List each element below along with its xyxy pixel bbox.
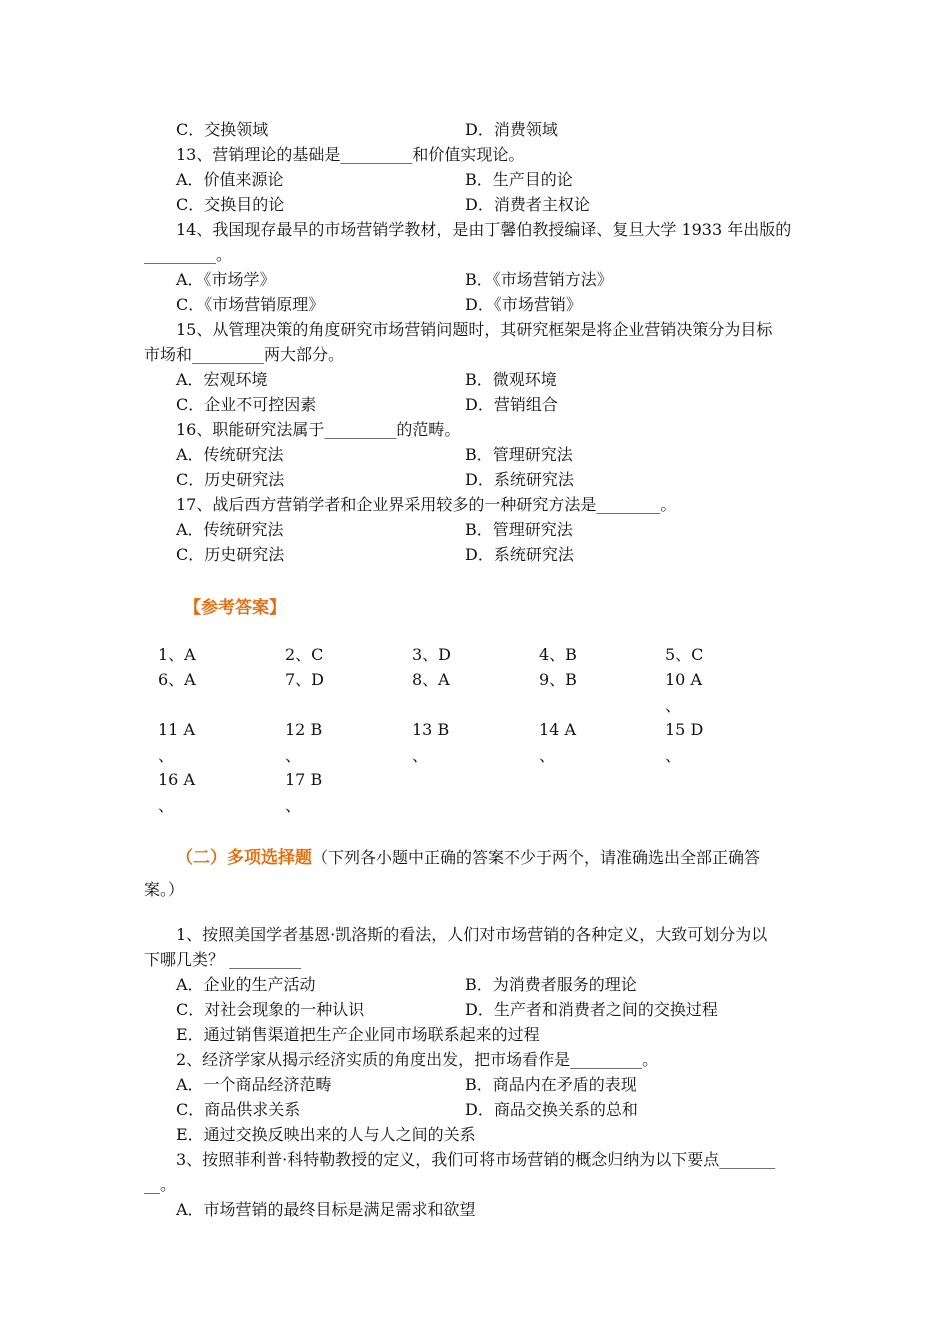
q15-option-c: C．企业不可控因素 [176,395,317,414]
q15-option-b: B．微观环境 [465,370,557,389]
answer-12-separator: 、 [285,746,302,765]
q17-option-d: D．系统研究法 [465,545,574,564]
q13-option-a: A．价值来源论 [176,170,284,189]
q15-option-a: A．宏观环境 [176,370,268,389]
q14-stem-line2: _________。 [144,245,233,264]
q16-option-b: B．管理研究法 [465,445,573,464]
answer-10-separator: 、 [665,696,682,715]
answer-5: 5、C [665,645,704,664]
m1-option-d: D．生产者和消费者之间的交换过程 [465,1000,718,1019]
section2-note-line2: 案。） [144,880,185,899]
answer-8: 8、A [412,670,450,689]
q13-option-d: D．消费者主权论 [465,195,590,214]
answer-16: 16 A [158,770,195,789]
m2-option-d: D．商品交换关系的总和 [465,1100,638,1119]
answer-16-separator: 、 [158,796,175,815]
answer-2: 2、C [285,645,324,664]
q14-option-b: B．《市场营销方法》 [465,270,613,289]
q15-stem-line2: 市场和_________两大部分。 [144,345,345,364]
m2-option-b: B．商品内在矛盾的表现 [465,1075,637,1094]
section2-note-line1: （下列各小题中正确的答案不少于两个，请准确选出全部正确答 [312,848,761,867]
q13-option-b: B．生产目的论 [465,170,573,189]
q15-option-d: D．营销组合 [465,395,558,414]
q17-option-b: B．管理研究法 [465,520,573,539]
q17-option-c: C．历史研究法 [176,545,285,564]
q14-option-c: C．《市场营销原理》 [176,295,325,314]
m1-option-c: C．对社会现象的一种认识 [176,1000,365,1019]
section2-heading [176,848,760,868]
answer-14: 14 A [539,720,576,739]
q16-option-d: D．系统研究法 [465,470,574,489]
m3-stem-line1: 3、按照菲利普·科特勒教授的定义，我们可将市场营销的概念归纳为以下要点_______ [176,1150,776,1169]
q13-option-c: C．交换目的论 [176,195,285,214]
m3-option-a: A．市场营销的最终目标是满足需求和欲望 [176,1200,476,1219]
answer-3: 3、D [412,645,452,664]
answer-17: 17 B [285,770,323,789]
q14-option-d: D．《市场营销》 [465,295,582,314]
answer-13: 13 B [412,720,450,739]
answer-10: 10 A [665,670,702,689]
q16-option-a: A．传统研究法 [176,445,284,464]
answer-13-separator: 、 [412,746,429,765]
q12-option-c: C．交换领域 [176,120,269,139]
m1-option-a: A．企业的生产活动 [176,975,316,994]
answer-11-separator: 、 [158,746,175,765]
m1-stem-line1: 1、按照美国学者基恩·凯洛斯的看法，人们对市场营销的各种定义，大致可划分为以 [176,925,768,944]
q12-option-d: D．消费领域 [465,120,558,139]
m2-option-a: A．一个商品经济范畴 [176,1075,332,1094]
q16-option-c: C．历史研究法 [176,470,285,489]
m3-stem-line2: __。 [144,1175,177,1194]
m1-option-e: E．通过销售渠道把生产企业同市场联系起来的过程 [176,1025,540,1044]
section2-title: （二）多项选择题 [176,848,312,868]
q14-stem-line1: 14、我国现存最早的市场营销学教材，是由丁馨伯教授编译、复旦大学 1933 年出版的 [176,220,792,239]
m2-option-c: C．商品供求关系 [176,1100,301,1119]
answer-11: 11 A [158,720,195,739]
m1-stem-line2: 下哪几类？ _________ [144,950,302,969]
q14-option-a: A．《市场学》 [176,270,276,289]
answer-17-separator: 、 [285,796,302,815]
q13-stem: 13、营销理论的基础是_________和价值实现论。 [176,145,525,164]
answer-1: 1、A [158,645,196,664]
q15-stem-line1: 15、从管理决策的角度研究市场营销问题时，其研究框架是将企业营销决策分为目标 [176,320,773,339]
q16-stem: 16、职能研究法属于_________的范畴。 [176,420,461,439]
q17-option-a: A．传统研究法 [176,520,284,539]
q17-stem: 17、战后西方营销学者和企业界采用较多的一种研究方法是________。 [176,495,677,514]
answer-15: 15 D [665,720,704,739]
answers-heading: 【参考答案】 [184,598,286,618]
answer-6: 6、A [158,670,196,689]
answer-14-separator: 、 [539,746,556,765]
m2-stem: 2、经济学家从揭示经济实质的角度出发，把市场看作是_________。 [176,1050,659,1069]
answer-7: 7、D [285,670,325,689]
m1-option-b: B．为消费者服务的理论 [465,975,637,994]
answer-12: 12 B [285,720,323,739]
answer-15-separator: 、 [665,746,682,765]
answer-4: 4、B [539,645,577,664]
answer-9: 9、B [539,670,577,689]
m2-option-e: E．通过交换反映出来的人与人之间的关系 [176,1125,476,1144]
